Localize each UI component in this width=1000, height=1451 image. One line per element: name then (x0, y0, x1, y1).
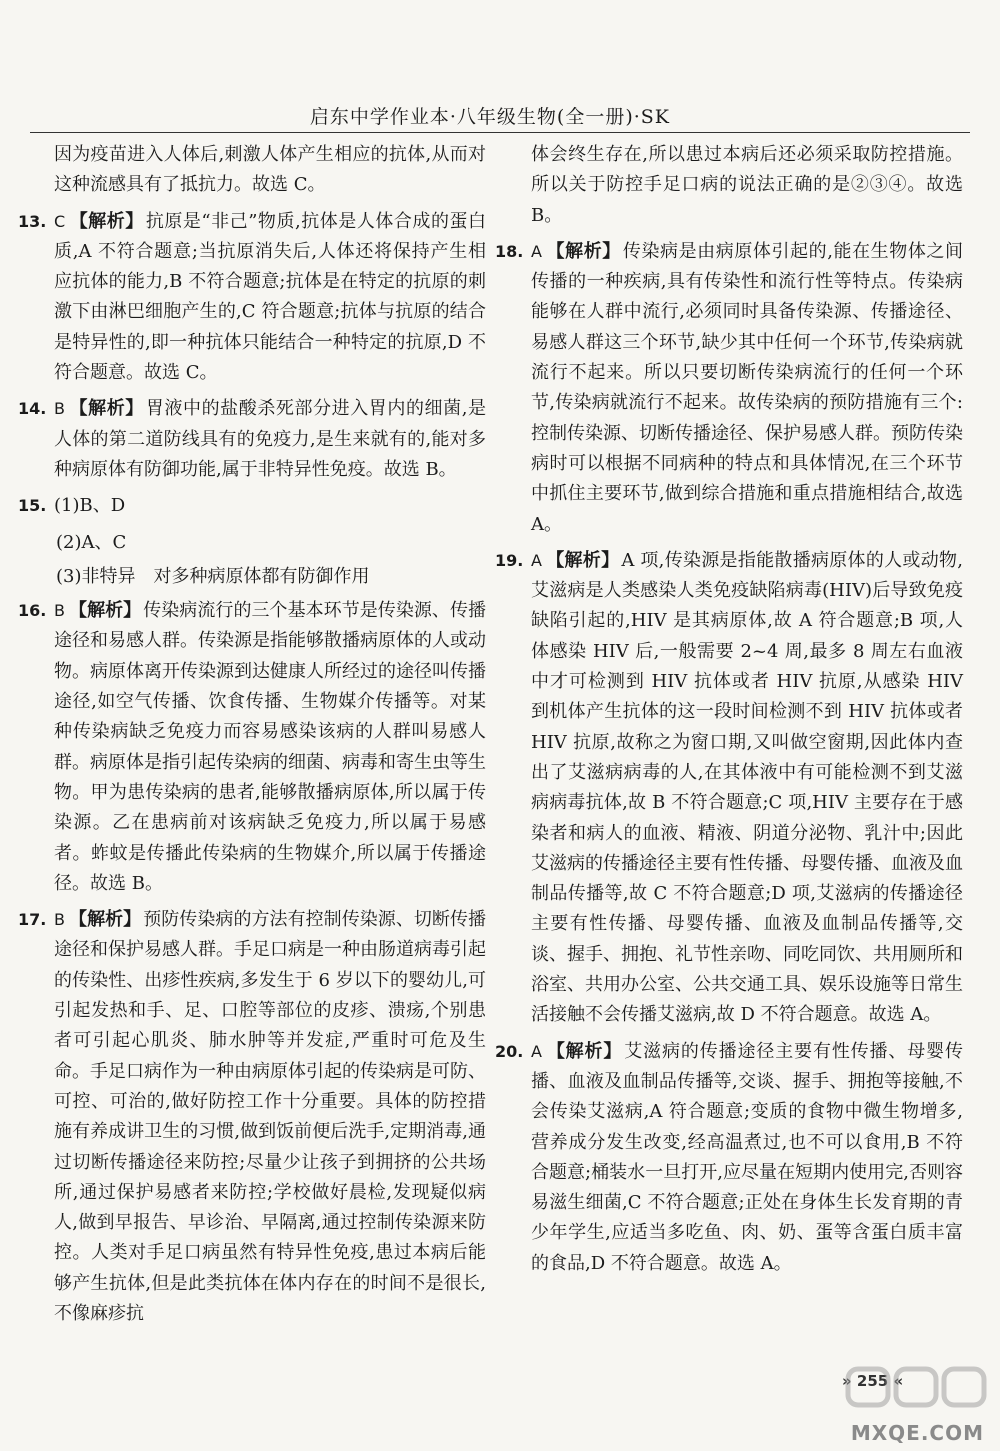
header-title: 启东中学作业本·八年级生物(全一册)·SK (309, 106, 670, 128)
answer-20 (495, 1037, 964, 1279)
answer-choice: A (531, 1041, 542, 1061)
question-number: 19. (495, 550, 524, 570)
continued-text: 体会终生存在,所以患过本病后还必须采取防控措施。所以关于防控手足口病的说法正确的是②③④。故选 B。 (531, 144, 963, 226)
answer-choice: C (54, 211, 66, 231)
question-number: 18. (495, 241, 524, 261)
answer-part-2: (2)A、C (56, 531, 127, 553)
answer-part-3: (3)非特异 对多种病原体都有防御作用 (56, 565, 370, 587)
analysis-text: 胃液中的盐酸杀死部分进入胃内的细菌,是人体的第二道防线具有的免疫力,是生来就有的,能对多种病原体有防御功能,属于非特异性免疫。故选 B。 (54, 398, 486, 480)
question-number: 15. (18, 496, 47, 516)
answer-19 (495, 546, 963, 1031)
page-number: » 255 « (842, 1372, 904, 1390)
question-number: 16. (18, 601, 47, 621)
answer-17 (18, 905, 487, 1329)
analysis-text: 传染病是由病原体引起的,能在生物体之间传播的一种疾病,具有传染性和流行性等特点。传染病能够在人群中流行,必须同时具备传染源、传播途径、易感人群这三个环节,缺少其中任何一个环节,传染病就流行不起来。所以只要切断传染病流行的任何一个环节,传染病就流行不起来。故传染病的预防措施有三个:控制传染源、切断传播途径、保护易感人群。预防传染病时可以根据不同病种的特点和具体情况,在三个环节中抓住主要环节,做到综合措施和重点措施相结合,故选 A。 (531, 240, 963, 535)
question-number: 13. (18, 211, 47, 231)
analysis-tag: 【解析】 (69, 210, 144, 232)
analysis-tag: 【解析】 (545, 549, 620, 571)
analysis-text: 传染病流行的三个基本环节是传染源、传播途径和易感人群。传染源是指能够散播病原体的人或动物。病原体离开传染源到达健康人所经过的途径叫传播途径,如空气传播、饮食传播、生物媒介传播等。对某种传染病缺乏免疫力而容易感染该病的人群叫易感人群。病原体是指引起传染病的细菌、病毒和寄生虫等生物。甲为患传染病的患者,能够散播病原体,所以属于传染源。乙在患病前对该病缺乏免疫力,所以属于易感者。蚱蚊是传播此传染病的生物媒介,所以属于传播途径。故选 B。 (54, 600, 487, 894)
left-column (18, 140, 487, 1335)
answer-part-1: (1)B、D (54, 495, 126, 517)
watermark-text: MXQE.COM (850, 1421, 984, 1445)
analysis-tag: 【解析】 (68, 398, 144, 420)
analysis-text: 艾滋病的传播途径主要有性传播、母婴传播、血液及血制品传播等,交谈、握手、拥抱等接触,不会传染艾滋病,A 符合题意;变质的食物中微生物增多,营养成分发生改变,经高温煮过,也不可以食用,B 不符合题意;桶装水一旦打开,应尽量在短期内使用完,否则容易滋生细菌,C 不符合题意;正处在身体生长发育期的青少年学生,应适当多吃鱼、肉、奶、蛋等含蛋白质丰富的食品,D 不符合题意。故选 A。 (531, 1040, 964, 1274)
analysis-tag: 【解析】 (545, 1040, 623, 1062)
answer-15 (18, 491, 486, 521)
answer-choice: B (54, 399, 65, 419)
analysis-tag: 【解析】 (68, 909, 142, 931)
page-header (30, 102, 970, 133)
answer-choice: B (54, 601, 65, 621)
answer-choice: B (54, 910, 65, 930)
analysis-text: A 项,传染源是指能散播病原体的人或动物,艾滋病是人类感染人类免疫缺陷病毒(HIV)后导致免疫缺陷引起的,HIV 是其病原体,故 A 符合题意;B 项,人体感染 HIV 后,一般需要 2~4 周,最多 8 周左右血液中才可检测到 HIV 抗体或者 HIV 抗原,从感染 HIV 到机体产生抗体的这一段时间检测不到 HIV 抗体或者 HIV 抗原,故称之为窗口期,又叫做空窗期,因此体内查出了艾滋病病毒的人,在其体液中有可能检测不到艾滋病病毒抗体,故 B 不符合题意;C 项,HIV 主要存在于感染者和病人的血液、精液、阴道分泌物、乳汁中;因此艾滋病的传播途径主要有性传播、母婴传播、血液及血制品传播等,故 C 不符合题意;D 项,艾滋病的传播途径主要有性传播、母婴传播、血液及血制品传播等,交谈、握手、拥抱、礼节性亲吻、同吃同饮、共用厕所和浴室、共用办公室、公共交通工具、娱乐设施等日常生活接触不会传播艾滋病,故 D 不符合题意。故选 A。 (531, 549, 963, 1026)
answer-choice: A (531, 241, 542, 261)
answer-16 (18, 596, 487, 899)
continued-text: 因为疫苗进入人体后,刺激人体产生相应的抗体,从而对这种流感具有了抵抗力。故选 C。 (54, 144, 486, 196)
question-number: 14. (18, 399, 47, 419)
analysis-text: 抗原是“非己”物质,抗体是人体合成的蛋白质,A 不符合题意;当抗原消失后,人体还将保持产生相应抗体的能力,B 不符合题意;抗体是在特定的抗原的刺激下由淋巴细胞产生的,C 符合题意;抗体与抗原的结合是特异性的,即一种抗体只能结合一种特定的抗原,D 不符合题意。故选 C。 (54, 210, 487, 384)
analysis-text: 预防传染病的方法有控制传染源、切断传播途径和保护易感人群。手足口病是一种由肠道病毒引起的传染性、出疹性疾病,多发生于 6 岁以下的婴幼儿,可引起发热和手、足、口腔等部位的皮疹、溃疡,个别患者可引起心肌炎、肺水肿等并发症,严重时可危及生命。手足口病作为一种由病原体引起的传染病是可防、可控、可治的,做好防控工作十分重要。具体的防控措施有养成讲卫生的习惯,做到饭前便后洗手,定期消毒,通过切断传播途径来防控;尽量少让孩子到拥挤的公共场所,通过保护易感者来防控;学校做好晨检,发现疑似病人,做到早报告、早诊治、早隔离,通过控制传染源来防控。人类对手足口病虽然有特异性免疫,患过本病后能够产生抗体,但是此类抗体在体内存在的时间不是很长,不像麻疹抗 (54, 909, 487, 1324)
answer-14 (18, 394, 486, 485)
answer-18 (495, 237, 963, 540)
right-column (495, 140, 964, 1285)
question-number: 17. (18, 910, 47, 930)
analysis-tag: 【解析】 (545, 240, 621, 262)
answer-13 (18, 207, 487, 389)
answer-choice: A (531, 550, 542, 570)
question-number: 20. (495, 1041, 524, 1061)
analysis-tag: 【解析】 (68, 600, 142, 622)
